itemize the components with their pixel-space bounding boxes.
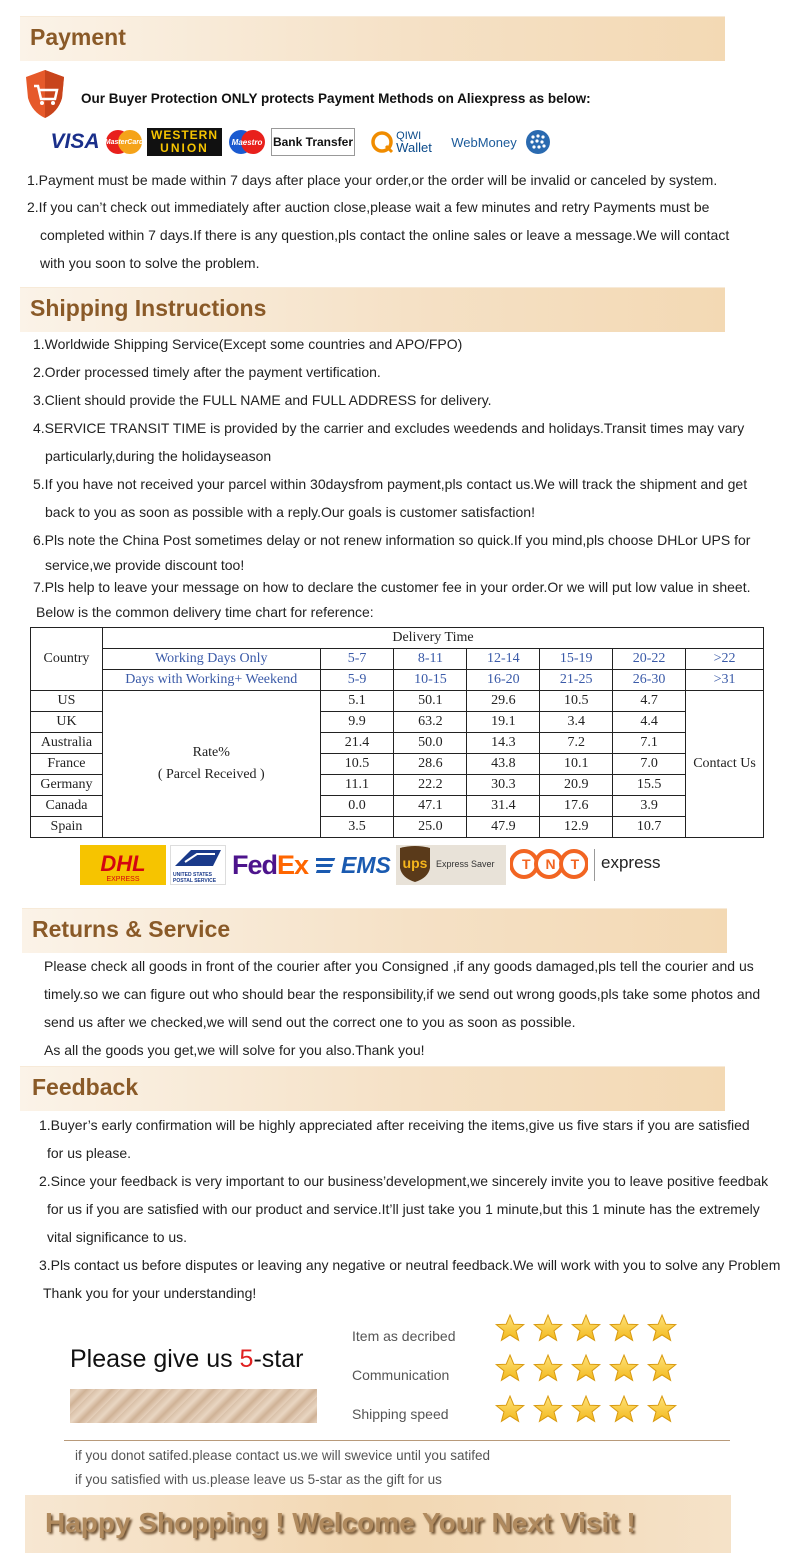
country-cell: Germany — [31, 775, 103, 796]
visa-logo: VISA — [50, 130, 100, 153]
rating-label-item: Item as decribed — [352, 1328, 456, 1344]
working-range-cell: 20-22 — [613, 649, 686, 670]
working-range-cell: 15-19 — [540, 649, 613, 670]
country-cell: UK — [31, 712, 103, 733]
star-icon[interactable] — [570, 1313, 602, 1343]
rate-label-cell — [102, 691, 320, 838]
returns-line-2: timely.so we can figure out who should bear the responsibility,if we send out wrong goods,pls take some photos and — [44, 986, 761, 1002]
feedback-header — [20, 1066, 725, 1111]
shipping-line-6: 6.Pls note the China Post sometimes delay or not renew information so quick.If you mind,pls choose DHLor UPS for — [33, 532, 751, 548]
rate-value-cell: 4.7 — [613, 691, 686, 712]
rate-value-cell: 9.9 — [320, 712, 394, 733]
payment-item-2: 2.If you can’t check out immediately after auction close,please wait a few minutes and retry Payments must be — [27, 199, 710, 215]
working-days-label: Working Days Only — [102, 649, 320, 670]
star-icon[interactable] — [532, 1353, 564, 1383]
shipping-header — [20, 287, 725, 332]
shipping-title: Shipping Instructions — [30, 295, 267, 321]
rate-value-cell: 50.1 — [394, 691, 467, 712]
weekend-days-label: Days with Working+ Weekend — [102, 670, 320, 691]
five-star-request: Please give us 5-star — [70, 1345, 304, 1373]
working-range-cell: >22 — [686, 649, 764, 670]
shipping-line-5: 5.If you have not received your parcel within 30daysfrom payment,pls contact us.We will track the shipment and get — [33, 476, 748, 492]
rating-label-shipping: Shipping speed — [352, 1406, 449, 1422]
payment-item-2-cont2: with you soon to solve the problem. — [40, 255, 260, 271]
delivery-time-table — [30, 627, 764, 838]
shopping-cart-shield-icon — [24, 68, 66, 120]
star-icon[interactable] — [494, 1313, 526, 1343]
rate-value-cell: 19.1 — [467, 712, 540, 733]
ups-express-saver-logo: ups Express Saver — [396, 845, 506, 885]
rate-value-cell: 7.0 — [613, 754, 686, 775]
shipping-line-4-cont: particularly,during the holidayseason — [45, 448, 272, 464]
working-range-cell: 12-14 — [467, 649, 540, 670]
working-range-cell: 5-7 — [320, 649, 394, 670]
feedback-line-2-cont2: vital significance to us. — [47, 1229, 188, 1245]
rate-value-cell: 22.2 — [394, 775, 467, 796]
rate-value-cell: 10.5 — [540, 691, 613, 712]
buyer-protection-note: Our Buyer Protection ONLY protects Payment Methods on Aliexpress as below: — [81, 91, 591, 106]
delivery-time-header: Delivery Time — [102, 628, 763, 649]
satisfied-note: if you satisfied with us.please leave us 5-star as the gift for us — [75, 1472, 442, 1487]
weekend-range-cell: 21-25 — [540, 670, 613, 691]
rate-value-cell: 10.1 — [540, 754, 613, 775]
rate-value-cell: 28.6 — [394, 754, 467, 775]
star-icon[interactable] — [646, 1394, 678, 1424]
ems-logo: EMS — [316, 850, 392, 880]
returns-header — [22, 908, 727, 953]
feedback-title: Feedback — [32, 1074, 139, 1100]
star-icon[interactable] — [532, 1313, 564, 1343]
rate-value-cell: 0.0 — [320, 796, 394, 817]
payment-item-1: 1.Payment must be made within 7 days after place your order,or the order will be invalid or canceled by system. — [27, 172, 718, 188]
feedback-line-1-cont: for us please. — [47, 1145, 132, 1161]
tnt-logo: TNT — [510, 846, 588, 882]
feedback-thanks: Thank you for your understanding! — [43, 1285, 257, 1301]
star-icon[interactable] — [494, 1353, 526, 1383]
webmoney-globe-icon — [524, 128, 552, 156]
star-icon[interactable] — [608, 1353, 640, 1383]
contact-us-cell[interactable]: Contact Us — [686, 691, 764, 838]
footer-banner — [25, 1495, 731, 1553]
table-row — [31, 691, 764, 712]
returns-line-4: As all the goods you get,we will solve for you also.Thank you! — [44, 1042, 425, 1058]
feedback-line-2-cont: for us if you are satisfied with our product and service.It’ll just take you 1 minute,but this 1 minute has the extremely — [47, 1201, 760, 1217]
shipping-line-1: 1.Worldwide Shipping Service(Except some countries and APO/FPO) — [33, 336, 463, 352]
rate-value-cell: 63.2 — [394, 712, 467, 733]
shipping-line-2: 2.Order processed timely after the payment vertification. — [33, 364, 381, 380]
rate-value-cell: 21.4 — [320, 733, 394, 754]
shipping-line-5-cont: back to you as soon as possible with a reply.Our goals is customer satisfaction! — [45, 504, 535, 520]
star-icon[interactable] — [532, 1394, 564, 1424]
unsatisfied-note: if you donot satifed.please contact us.we will swevice until you satifed — [75, 1448, 490, 1463]
star-icon[interactable] — [570, 1394, 602, 1424]
returns-line-3: send us after we checked,we will send out the correct one to you as soon as possible. — [44, 1014, 576, 1030]
dhl-logo: DHL EXPRESS — [80, 845, 166, 885]
qiwi-wallet-logo: QIWI Wallet — [360, 128, 442, 156]
payment-header — [20, 16, 725, 61]
rate-value-cell: 12.9 — [540, 817, 613, 838]
rate-value-cell: 50.0 — [394, 733, 467, 754]
star-icon[interactable] — [570, 1353, 602, 1383]
star-icon[interactable] — [646, 1313, 678, 1343]
shipping-line-4: 4.SERVICE TRANSIT TIME is provided by the carrier and excludes weedends and holidays.Transit times may vary — [33, 420, 745, 436]
star-icon[interactable] — [608, 1313, 640, 1343]
country-cell: US — [31, 691, 103, 712]
rating-divider — [64, 1440, 730, 1441]
payment-title: Payment — [30, 24, 126, 50]
feedback-line-2: 2.Since your feedback is very important to our business’development,we sincerely invite you to leave positive feedbak — [39, 1173, 769, 1189]
rate-value-cell: 4.4 — [613, 712, 686, 733]
weekend-range-cell: 5-9 — [320, 670, 394, 691]
rate-value-cell: 3.4 — [540, 712, 613, 733]
tnt-express-text: express — [601, 853, 661, 872]
mastercard-logo: MasterCard — [103, 128, 145, 156]
returns-title: Returns & Service — [32, 916, 231, 942]
rate-value-cell: 10.7 — [613, 817, 686, 838]
working-range-cell: 8-11 — [394, 649, 467, 670]
rate-value-cell: 29.6 — [467, 691, 540, 712]
country-cell: Australia — [31, 733, 103, 754]
rate-value-cell: 47.1 — [394, 796, 467, 817]
usps-logo: UNITED STATES POSTAL SERVICE — [170, 845, 226, 885]
weekend-range-cell: 26-30 — [613, 670, 686, 691]
returns-line-1: Please check all goods in front of the courier after you Consigned ,if any goods damaged,pls tell the courier and us — [44, 958, 754, 974]
feedback-line-3: 3.Pls contact us before disputes or leaving any negative or neutral feedback.We will work with you to solve any Problem — [39, 1257, 781, 1273]
rating-label-communication: Communication — [352, 1367, 450, 1383]
country-cell: Canada — [31, 796, 103, 817]
weekend-range-cell: 16-20 — [467, 670, 540, 691]
rate-value-cell: 31.4 — [467, 796, 540, 817]
country-header: Country — [31, 628, 103, 691]
rate-value-cell: 11.1 — [320, 775, 394, 796]
feedback-line-1: 1.Buyer’s early confirmation will be highly appreciated after receiving the items,give us five stars if you are satisfied — [39, 1117, 750, 1133]
rate-value-cell: 25.0 — [394, 817, 467, 838]
carrier-divider — [594, 849, 595, 881]
star-icon[interactable] — [608, 1394, 640, 1424]
rate-value-cell: 15.5 — [613, 775, 686, 796]
rate-value-cell: 3.5 — [320, 817, 394, 838]
weekend-range-cell: >31 — [686, 670, 764, 691]
shipping-line-6-cont: service,we provide discount too! — [45, 557, 245, 573]
rate-value-cell: 20.9 — [540, 775, 613, 796]
country-cell: France — [31, 754, 103, 775]
rate-value-cell: 43.8 — [467, 754, 540, 775]
rate-value-cell: 5.1 — [320, 691, 394, 712]
fedex-logo: Fed Ex — [232, 849, 309, 880]
country-cell: Spain — [31, 817, 103, 838]
rate-sub-label: ( Parcel Received ) — [157, 767, 265, 782]
western-union-logo: WESTERN UNION — [147, 128, 222, 156]
rate-value-cell: 17.6 — [540, 796, 613, 817]
rate-value-cell: 3.9 — [613, 796, 686, 817]
decorative-pattern-strip — [70, 1389, 317, 1423]
payment-item-2-cont: completed within 7 days.If there is any question,pls contact the online sales or leave a message.We will contact — [40, 227, 730, 243]
rate-value-cell: 14.3 — [467, 733, 540, 754]
weekend-range-cell: 10-15 — [394, 670, 467, 691]
webmoney-logo: WebMoney — [451, 134, 517, 150]
rate-label: Rate% — [192, 745, 230, 760]
rate-value-cell: 30.3 — [467, 775, 540, 796]
rate-value-cell: 7.2 — [540, 733, 613, 754]
shipping-line-7: 7.Pls help to leave your message on how to declare the customer fee in your order.Or we will put low value in sheet. — [33, 579, 751, 595]
bank-transfer-logo: Bank Transfer — [271, 128, 355, 156]
rate-value-cell: 10.5 — [320, 754, 394, 775]
star-icon[interactable] — [494, 1394, 526, 1424]
maestro-logo: Maestro — [226, 128, 268, 156]
shipping-line-chart-intro: Below is the common delivery time chart for reference: — [36, 604, 374, 620]
rate-value-cell: 47.9 — [467, 817, 540, 838]
star-icon[interactable] — [646, 1353, 678, 1383]
shipping-line-3: 3.Client should provide the FULL NAME and FULL ADDRESS for delivery. — [33, 392, 492, 408]
footer-message: Happy Shopping ! Welcome Your Next Visit ! — [45, 1507, 636, 1538]
rate-value-cell: 7.1 — [613, 733, 686, 754]
